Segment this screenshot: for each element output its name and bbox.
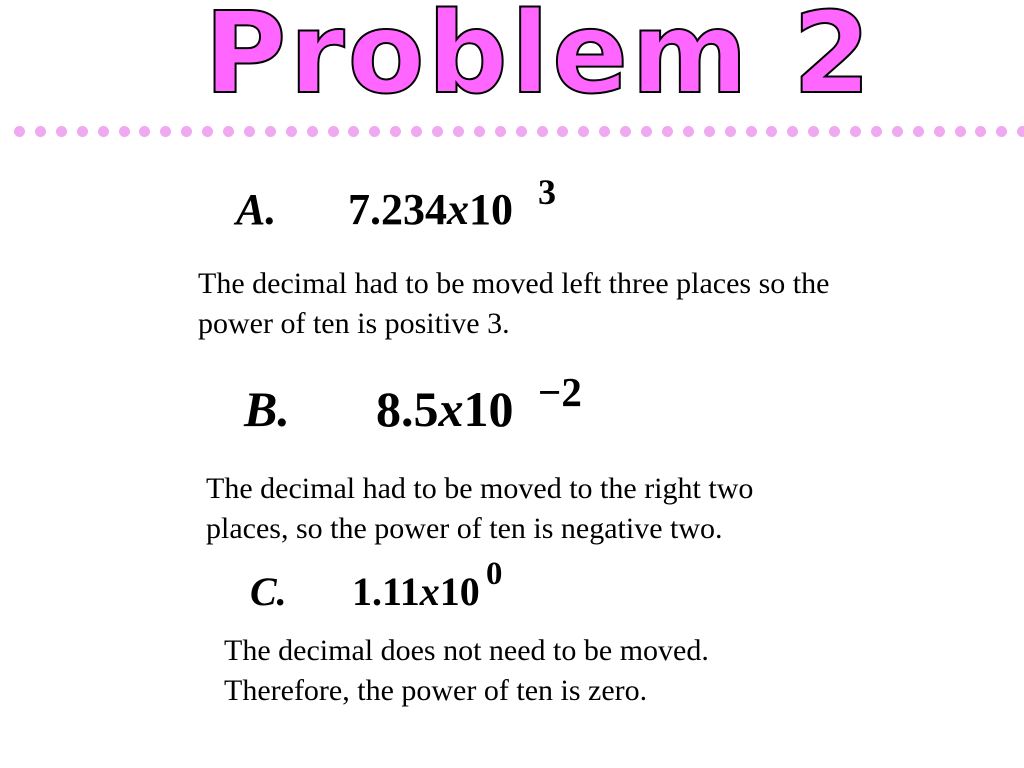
divider-dot <box>537 126 548 137</box>
divider-dot <box>808 126 819 137</box>
expression-c-label: C. <box>250 569 287 614</box>
expression-b <box>244 369 604 444</box>
explanation-a-line-2: power of ten is positive 3. <box>198 307 510 340</box>
divider-dot <box>286 126 297 137</box>
divider-dot <box>369 126 380 137</box>
divider-dot <box>328 126 339 137</box>
divider-dot <box>14 126 25 137</box>
explanation-a <box>198 264 829 344</box>
explanation-c-line-2: Therefore, the power of ten is zero. <box>224 674 648 707</box>
expression-a <box>236 172 576 244</box>
divider-dot <box>871 126 882 137</box>
divider-dot <box>453 126 464 137</box>
expression-a-base: 10 <box>469 185 513 234</box>
divider-dot <box>495 126 506 137</box>
expression-c-base: 10 <box>439 569 480 614</box>
explanation-c-line-1: The decimal does not need to be moved. <box>224 634 709 667</box>
divider-dot <box>850 126 861 137</box>
slide-title: Problem 2 <box>204 0 874 119</box>
expression-b-mantissa: 8.5 <box>376 381 439 437</box>
divider-dot <box>160 126 171 137</box>
divider-dot <box>202 126 213 137</box>
divider-dot <box>181 126 192 137</box>
divider-dot <box>746 126 757 137</box>
divider-dot <box>348 126 359 137</box>
divider-dot <box>996 126 1007 137</box>
divider-dot <box>599 126 610 137</box>
divider-dot <box>683 126 694 137</box>
divider-dot <box>892 126 903 137</box>
expression-a-times: x <box>447 185 469 234</box>
divider-dot <box>432 126 443 137</box>
divider-dot <box>829 126 840 137</box>
explanation-a-line-1: The decimal had to be moved left three places so the <box>198 267 830 300</box>
divider-dot <box>411 126 422 137</box>
divider-dot <box>390 126 401 137</box>
divider-dot <box>474 126 485 137</box>
divider-dot <box>975 126 986 137</box>
explanation-b-line-2: places, so the power of ten is negative two. <box>206 512 723 545</box>
expression-b-exponent: −2 <box>538 369 582 415</box>
expression-c-exponent: 0 <box>486 556 503 592</box>
expression-b-base: 10 <box>463 381 514 437</box>
divider-dot <box>307 126 318 137</box>
divider-dot <box>119 126 130 137</box>
divider-dot <box>98 126 109 137</box>
expression-b-times: x <box>438 381 464 437</box>
divider-dot <box>955 126 966 137</box>
divider-dot <box>557 126 568 137</box>
expression-a-label: A. <box>236 185 277 234</box>
divider-dot <box>1017 126 1024 137</box>
divider-dot <box>725 126 736 137</box>
dotted-divider <box>14 126 1024 140</box>
divider-dot <box>787 126 798 137</box>
divider-dot <box>139 126 150 137</box>
divider-dot <box>223 126 234 137</box>
divider-dot <box>934 126 945 137</box>
divider-dot <box>578 126 589 137</box>
divider-dot <box>244 126 255 137</box>
expression-c-times: x <box>419 569 440 614</box>
divider-dot <box>77 126 88 137</box>
divider-dot <box>35 126 46 137</box>
expression-c-mantissa: 1.11 <box>352 569 420 614</box>
explanation-c <box>224 631 709 711</box>
divider-dot <box>704 126 715 137</box>
expression-a-mantissa: 7.234 <box>348 185 447 234</box>
divider-dot <box>662 126 673 137</box>
divider-dot <box>913 126 924 137</box>
divider-dot <box>766 126 777 137</box>
divider-dot <box>56 126 67 137</box>
divider-dot <box>620 126 631 137</box>
divider-dot <box>516 126 527 137</box>
divider-dot <box>265 126 276 137</box>
explanation-b-line-1: The decimal had to be moved to the right two <box>206 472 754 505</box>
expression-a-exponent: 3 <box>538 172 557 212</box>
expression-b-label: B. <box>244 381 290 437</box>
explanation-b <box>206 469 753 549</box>
expression-c <box>250 556 530 624</box>
divider-dot <box>641 126 652 137</box>
